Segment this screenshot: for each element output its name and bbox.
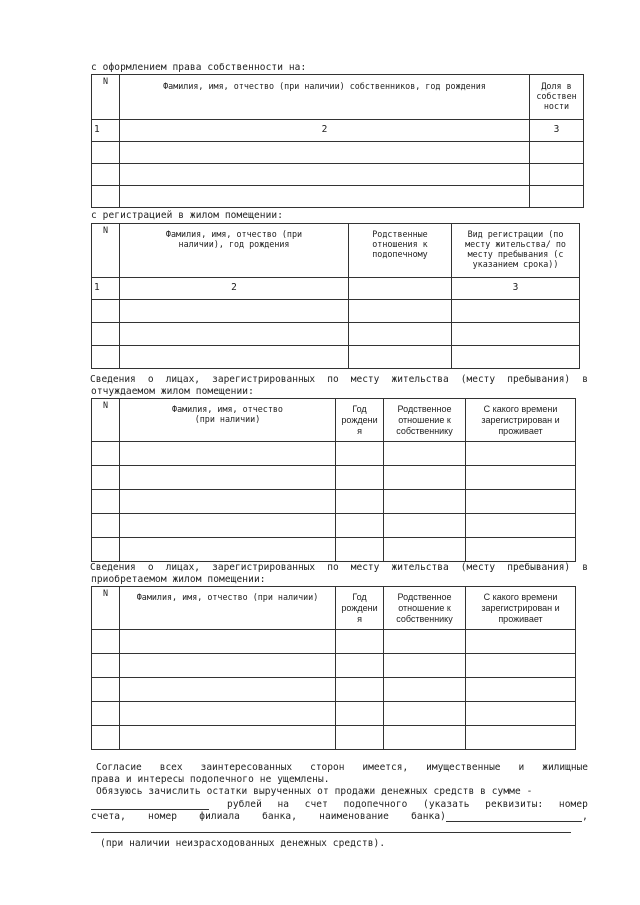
registration-header-n: N (92, 224, 120, 278)
registration-caption: с регистрацией в жилом помещении: (91, 210, 284, 221)
alienated-header-year: Год рождени я (336, 399, 384, 442)
table-row (92, 466, 576, 490)
ownership-caption: с оформлением права собственности на: (91, 62, 307, 73)
alienated-header-relation: Родственное отношение к собственнику (384, 399, 466, 442)
alienated-table (91, 398, 576, 562)
alienated-caption-line2: отчуждаемом жилом помещении: (91, 386, 254, 397)
obligation-line3-text: счета, номер филиала банка, наименование банка) (91, 811, 446, 822)
table-row (92, 323, 580, 346)
ownership-header-n: N (92, 75, 120, 120)
table-row (92, 442, 576, 466)
registration-table (91, 223, 580, 369)
registration-header-relation: Родственные отношения к подопечному (349, 224, 452, 278)
consent-line2: права и интересы подопечного не ущемлены. (91, 774, 330, 785)
acquired-header-n: N (92, 587, 120, 630)
table-row (92, 702, 576, 726)
acquired-header-since: С какого времени зарегистрирован и проживает (466, 587, 576, 630)
acquired-header-relation: Родственное отношение к собственнику (384, 587, 466, 630)
alienated-header-since: С какого времени зарегистрирован и проживает (466, 399, 576, 442)
obligation-line5: (при наличии неизрасходованных денежных средств). (100, 838, 386, 849)
bank-details-blank[interactable] (446, 812, 582, 822)
table-row (92, 142, 584, 164)
obligation-line3-comma: , (582, 811, 588, 822)
acquired-header-name: Фамилия, имя, отчество (при наличии) (120, 587, 336, 630)
ownership-header-share: Доля в собствен ности (530, 75, 584, 120)
alienated-header-n: N (92, 399, 120, 442)
table-row (92, 654, 576, 678)
acquired-caption-line1: Сведения о лицах, зарегистрированных по месту жительства (месту пребывания) в (90, 562, 588, 573)
registration-header-type: Вид регистрации (по месту жительства/ по месту пребывания (с указанием срока)) (452, 224, 580, 278)
table-row (92, 726, 576, 750)
ownership-header-name: Фамилия, имя, отчество (при наличии) собственников, год рождения (120, 75, 530, 120)
table-row (92, 538, 576, 562)
amount-blank[interactable] (91, 800, 209, 810)
acquired-header-year: Год рождени я (336, 587, 384, 630)
table-row (92, 514, 576, 538)
obligation-line1: Обязуюсь зачислить остатки вырученных от продажи денежных средств в сумме - (96, 786, 533, 797)
ownership-table (91, 74, 584, 208)
table-row (92, 164, 584, 186)
bank-details-blank-line2[interactable] (91, 832, 571, 833)
consent-line1: Согласие всех заинтересованных сторон имеется, имущественные и жилищные (96, 762, 588, 773)
acquired-caption-line2: приобретаемом жилом помещении: (91, 574, 266, 585)
alienated-caption-line1: Сведения о лицах, зарегистрированных по месту жительства (месту пребывания) в (90, 374, 588, 385)
ownership-num-2: 2 (120, 120, 530, 142)
ownership-num-1: 1 (92, 120, 120, 142)
table-row (92, 300, 580, 323)
table-row (92, 630, 576, 654)
table-row (92, 346, 580, 369)
acquired-table (91, 586, 576, 750)
obligation-line2-text: рублей на счет подопечного (указать реквизиты: номер (227, 799, 588, 810)
table-row (92, 490, 576, 514)
registration-num-3: 3 (452, 278, 580, 300)
table-row (92, 186, 584, 208)
obligation-line2 (91, 798, 588, 810)
registration-num-1: 1 (92, 278, 120, 300)
registration-num-2: 2 (120, 278, 349, 300)
table-row (92, 678, 576, 702)
ownership-num-3: 3 (530, 120, 584, 142)
alienated-header-name: Фамилия, имя, отчество (при наличии) (120, 399, 336, 442)
obligation-line3 (91, 810, 588, 822)
registration-header-name: Фамилия, имя, отчество (при наличии), год рождения (120, 224, 349, 278)
